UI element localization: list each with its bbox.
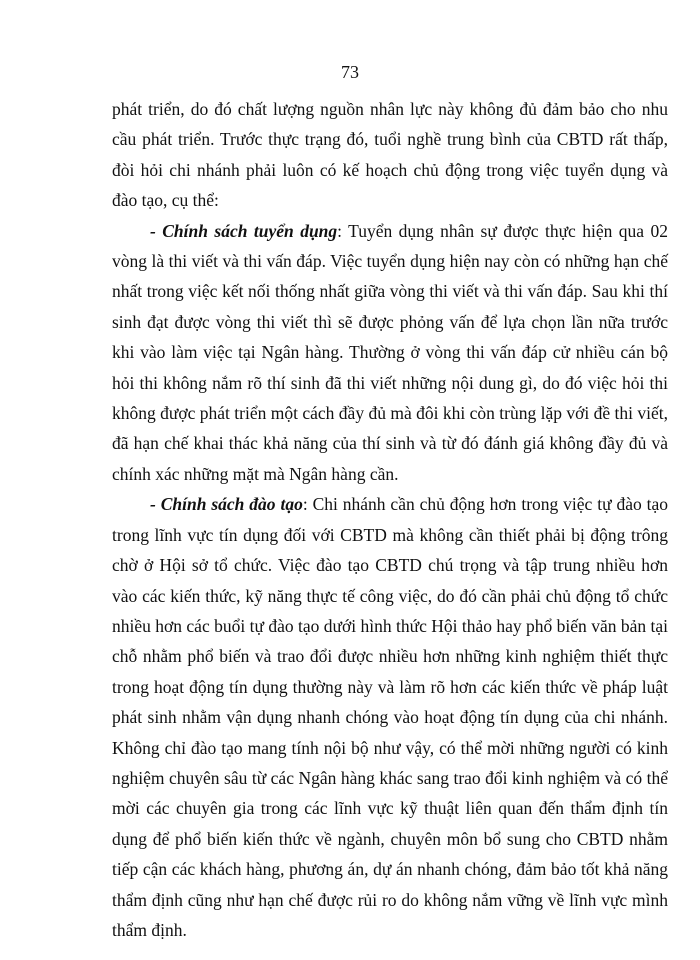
recruitment-policy-heading: - Chính sách tuyển dụng bbox=[150, 220, 338, 241]
training-policy-heading: - Chính sách đào tạo bbox=[150, 494, 303, 515]
training-policy-text: : Chi nhánh cần chủ động hơn trong việc tự đào tạo trong lĩnh vực tín dụng đối với CBTD mà không cần thiết phải bị động trông chờ ở Hội sở tổ chức. Việc đào tạo CBTD chú trọng và tập trung nhiều hơn vào các kiến thức, kỹ năng thực tế công việc, do đó cần phải chủ động tổ chức nhiều hơn các buổi tự đào tạo dưới hình thức Hội thảo hay phổ biến văn bản tại chỗ nhằm phổ biến và trao đổi được nhiều hơn những kinh nghiệm thiết thực trong hoạt động tín dụng thường này và làm rõ hơn các kiến thức về pháp luật phát sinh nhằm vận dụng nhanh chóng vào hoạt động tín dụng của chi nhánh. Không chỉ đào tạo mang tính nội bộ như vậy, có thể mời những người có kinh nghiệm chuyên sâu từ các Ngân hàng khác sang trao đổi kinh nghiệm và có thể mời các chuyên gia trong các lĩnh vực kỹ thuật liên quan đến thẩm định tín dụng để phổ biến kiến thức về ngành, chuyên môn bổ sung cho CBTD nhằm tiếp cận các khách hàng, phương án, dự án nhanh chóng, đảm bảo tốt khả năng thẩm định cũng như hạn chế được rủi ro do không nắm vững về lĩnh vực mình thẩm định. bbox=[112, 494, 668, 940]
paragraph-intro: phát triển, do đó chất lượng nguồn nhân lực này không đủ đảm bảo cho nhu cầu phát triển. Trước thực trạng đó, tuổi nghề trung bình của CBTD rất thấp, đòi hỏi chi nhánh phải luôn có kế hoạch chủ động trong việc tuyển dụng và đào tạo, cụ thể: bbox=[112, 99, 668, 211]
paragraph-training-policy bbox=[112, 489, 668, 945]
recruitment-policy-text: : Tuyển dụng nhân sự được thực hiện qua 02 vòng là thi viết và thi vấn đáp. Việc tuyển dụng hiện nay còn có những hạn chế nhất trong việc kết nối thống nhất giữa vòng thi viết và thi vấn đáp. Sau khi thí sinh đạt được vòng thi viết thì sẽ được phỏng vấn để lựa chọn lần nữa trước khi vào làm việc tại Ngân hàng. Thường ở vòng thi vấn đáp cử nhiều cán bộ hỏi thi không nắm rõ thí sinh đã thi viết những nội dung gì, do đó việc hỏi thi không được phát triển một cách đầy đủ mà đôi khi còn trùng lặp với đề thi viết, đã hạn chế khai thác khả năng của thí sinh và từ đó đánh giá không đầy đủ và chính xác những mặt mà Ngân hàng cần. bbox=[112, 220, 669, 484]
paragraph-recruitment-policy bbox=[112, 216, 668, 490]
page-number: 73 bbox=[341, 62, 359, 82]
document-body bbox=[112, 94, 668, 945]
